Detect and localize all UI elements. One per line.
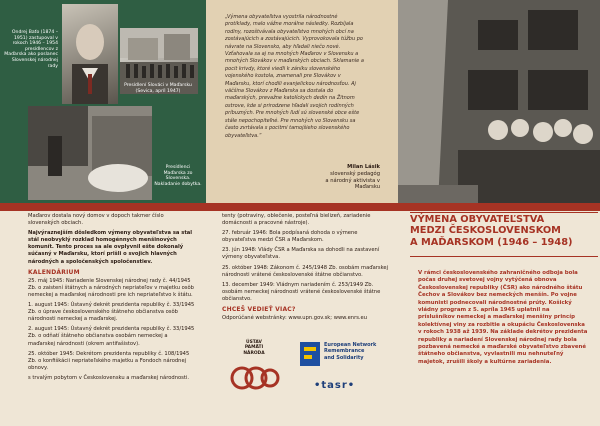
quote-author-role2: a národný aktivista v Maďarsku	[325, 177, 380, 191]
calendar-entry: 23. jún 1948: Vlády ČSR a Maďarska sa dohodli na zastavení výmeny obyvateľstva.	[222, 247, 380, 261]
train-photo	[28, 106, 152, 200]
calendar-entry: 25. október 1945: Dekrétom prezidenta republiky č. 108/1945 Zb. o konfiškácii nepriateľského majetku a Fondoch národnej obnovy.	[28, 350, 190, 371]
red-divider	[0, 203, 600, 211]
portrait-caption: Ondrej Baťo (1874 – 1951) zastupoval v rokoch 1946 – 1954 presídlencov z Maďarska ako poslanec Slovenskej národnej rady	[4, 30, 58, 69]
title-rule-top	[410, 212, 598, 213]
calendar-heading: KALENDÁRIUM	[28, 268, 80, 276]
calendar-entry: 2. august 1945: Ústavný dekrét prezidenta republiky č. 33/1945 Zb. o odňatí štátneho občianstva osobám nemeckej a maďarskej národnosti (okrem antifašistov).	[28, 326, 195, 347]
left-column	[28, 213, 196, 385]
quote-author-name: Milan Lásik	[347, 164, 380, 170]
upn-logo	[226, 340, 282, 402]
enrs-logo	[300, 340, 396, 368]
calendar-entry: 25. máj 1945: Nariadenie Slovenskej národnej rady č. 44/1945 Zb. o zaistení štátnych a národných nepriateľov v majetku osôb nemeckej a maďarskej národnosti pre ich nepriateľstvo k štátu.	[28, 277, 194, 298]
quote-author	[300, 164, 380, 191]
calendar-entry: 25. október 1948: Zákonom č. 245/1948 Zb. osobám maďarskej národnosti vrátené československé štátne občianstvo.	[222, 264, 389, 278]
upn-logo-text: ÚSTAV PAMÄTI NÁRODA	[243, 340, 265, 356]
title-line: VÝMENA OBYVATEĽSTVA	[410, 214, 545, 225]
right-title	[410, 214, 600, 258]
quote-author-role1: slovenský pedagóg	[330, 170, 380, 177]
more-info-links[interactable]: Odporúčané webstránky: www.upn.gov.sk; www.enrs.eu	[222, 315, 368, 322]
enrs-emblem-icon	[300, 342, 320, 366]
left-intro: Maďarov dostala nový domov v dopoch takmer číslo slovenských obciach.	[28, 213, 164, 227]
calendar-entry: 13. december 1949: Vládnym nariadením č. 253/1949 Zb. osobám nemeckej národnosti vrátené československé štátne občianstvo.	[222, 281, 381, 302]
title-line: A MAĎARSKOM (1946 – 1948)	[410, 236, 573, 248]
title-line: MEDZI ČESKOSLOVENSKOM	[410, 225, 561, 237]
quote-text: „Výmena obyvateľstva vyostrila národnostné protiklady, malo vážne morálne následky. Rozbíjala rodiny, rozoštvávala obyvateľstvo mnohých obcí na zostávajúcich a zostávajúcich. Vyprovokovala túžbu po návrate na Slovensko, aby hľadali niečo nové. Vzťahovala sa aj na mnohých Maďarov v Slovensku a mnohých Slovákov v maďarských obciach. Sklamanie a pocit krivdy, ktoré viedli k zániku slovenského vojenského kostola, znamenali pre Slovákov v Maďarsku, ktorí chodili evanjelickou národnosťou. Aj väčšina Slovákov z Maďarska sa dostala do maďarských, prevažne katolíckych dedín na Žitnom ostrove, kde si prirodzene hľadali svojich rodinných príbuzných. Pre mnohých ľudí sú slovenské obce ešte stále nepochopiteľné. Pre mnohých vo Slovensku sa často zvrtávala s pocitmi tamojšieho slovenského obyvateľstva.“	[225, 14, 364, 139]
calendar-entry: 27. február 1946: Bola podpísaná dohoda o výmene obyvateľstva medzi ČSR a Maďarskom.	[222, 230, 358, 244]
hero-train-photo	[398, 0, 600, 203]
tasr-logo: •tasr•	[314, 380, 356, 391]
upn-emblem-icon	[226, 356, 282, 400]
middle-column	[222, 213, 392, 325]
title-rule-bottom	[410, 256, 598, 257]
calendar-entry: tenty (potraviny, oblečenie, posteľná bielizeň, zariadenie domácnosti a pracovné nástroje).	[222, 213, 371, 227]
train-caption: Presídlenci Maďarska zo Slovenska. Nakladanie dobytka.	[154, 165, 202, 187]
calendar-entry: s trvalým pobytom v Československu a maďarskej národnosti.	[28, 374, 190, 381]
right-body-text: V rámci československého zahraničného odboja bola počas druhej svetovej vojny vytýčená obnova Československej republiky (ČSR) ako národného štátu Čechov a Slovákov bez nemeckých menšín. Po vojne komunisti podnecovali národnostné prúty. Košický vládny program z 5. apríla 1945 uplatnil na príslušníkov nemeckej a maďarskej menšiny princíp kolektívnej viny za rozbitie a okupáciu Československa v rokoch 1938 až 1939. Na základe dekrétov prezidenta republiky a nariadení Slovenskej národnej rady bola pozbavená nemecké a maďarské obyvateľstvo zbavené štátneho občianstva, vyvlastnili mu nehnuteľný majetok, zrušili školy a kultúrne zariadenia.	[418, 270, 588, 365]
portrait-figure	[62, 4, 118, 104]
hero-train-scene	[398, 0, 600, 203]
left-consequence: Najvýraznejším dôsledkom výmeny obyvateľstva sa stal stál neobvyklý rozklad homogénnych menšinových komunít. Tento proces sa ale ovplyvnil ešte dokonalý súčasný v Maďarsku, ktorí prišli o svojich hlavných národných a spoločenských spoločenstiev.	[28, 230, 193, 265]
calendar-entry: 1. august 1945: Ústavný dekrét prezidenta republiky č. 33/1945 Zb. o úprave československého štátneho občianstva osôb národnosti nemeckej a maďarskej.	[28, 302, 195, 323]
enrs-logo-text: European Network Remembrance and Solidarity	[324, 342, 377, 361]
portrait-photo	[62, 4, 118, 104]
more-info-heading: CHCEŠ VEDIEŤ VIAC?	[222, 306, 296, 314]
station-caption: Presídlení Slováci v Maďarsku (Sevica, apríl 1947)	[124, 83, 192, 94]
train-scene	[28, 106, 152, 200]
